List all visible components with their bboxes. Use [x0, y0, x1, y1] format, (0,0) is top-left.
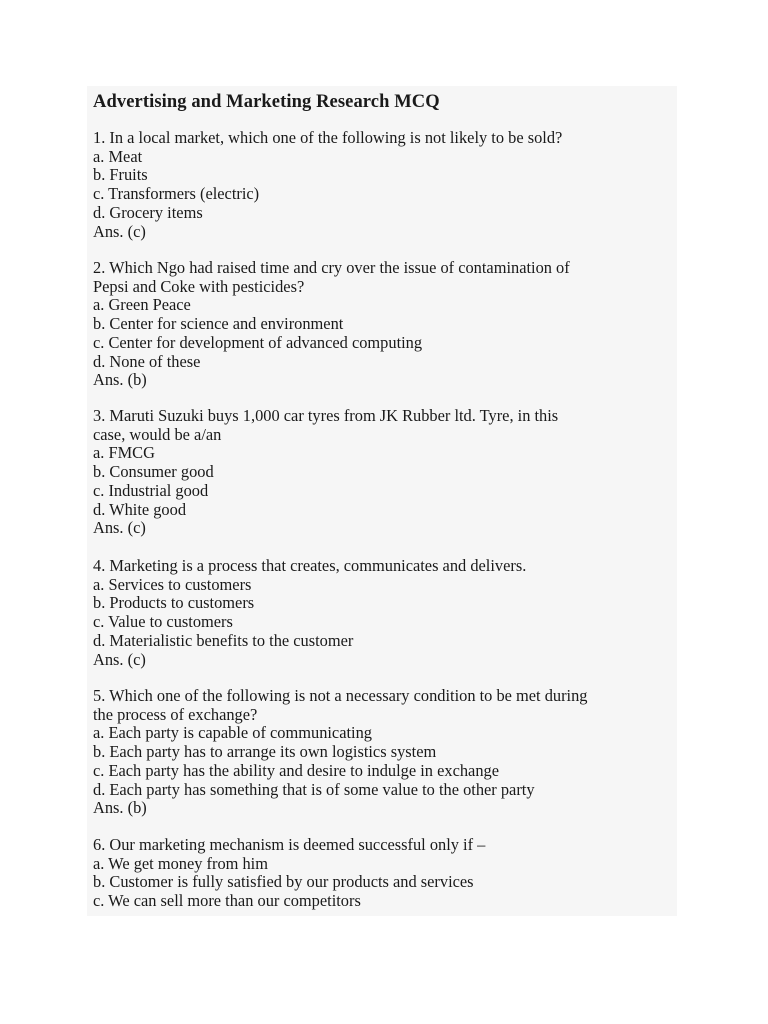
- option-b: b. Fruits: [93, 165, 148, 185]
- option-b: b. Consumer good: [93, 462, 214, 482]
- question-text-continued: case, would be a/an: [93, 424, 222, 444]
- document-title: Advertising and Marketing Research MCQ: [93, 92, 440, 112]
- question-text: 2. Which Ngo had raised time and cry over the issue of contamination of: [93, 258, 570, 277]
- option-c: c. Value to customers: [93, 612, 233, 632]
- answer-text: Ans. (c): [93, 649, 146, 669]
- option-d: d. None of these: [93, 351, 201, 371]
- option-c: c. Industrial good: [93, 480, 209, 500]
- option-a: a. Services to customers: [93, 574, 252, 594]
- answer-text: Ans. (c): [93, 518, 146, 538]
- option-d: d. Each party has something that is of some value to the other party: [93, 779, 535, 799]
- option-b: b. Each party has to arrange its own logistics system: [93, 742, 437, 762]
- option-a: a. Green Peace: [93, 295, 191, 315]
- question-text: 5. Which one of the following is not a necessary condition to be met during: [93, 686, 588, 705]
- option-a: a. We get money from him: [93, 853, 268, 873]
- option-c: c. Center for development of advanced computing: [93, 332, 423, 352]
- question-block-3: [93, 407, 673, 538]
- option-c: c. Each party has the ability and desire to indulge in exchange: [93, 760, 499, 780]
- option-c: c. We can sell more than our competitors: [93, 891, 361, 911]
- option-d: d. Materialistic benefits to the customer: [93, 630, 354, 650]
- question-block-4: [93, 557, 673, 669]
- option-b: b. Customer is fully satisfied by our products and services: [93, 872, 474, 892]
- answer-text: Ans. (b): [93, 370, 147, 390]
- question-block-6: [93, 836, 673, 911]
- question-text: 1. In a local market, which one of the following is not likely to be sold?: [93, 128, 563, 147]
- option-a: a. FMCG: [93, 443, 155, 463]
- question-text-continued: Pepsi and Coke with pesticides?: [93, 276, 305, 296]
- question-text: 4. Marketing is a process that creates, communicates and delivers.: [93, 556, 527, 575]
- answer-text: Ans. (c): [93, 221, 146, 241]
- option-b: b. Center for science and environment: [93, 314, 344, 334]
- option-a: a. Each party is capable of communicating: [93, 723, 372, 743]
- question-text: 6. Our marketing mechanism is deemed successful only if –: [93, 835, 486, 854]
- answer-text: Ans. (b): [93, 798, 147, 818]
- option-d: d. White good: [93, 499, 187, 519]
- question-block-5: [93, 687, 673, 818]
- option-b: b. Products to customers: [93, 593, 255, 613]
- question-text: 3. Maruti Suzuki buys 1,000 car tyres from JK Rubber ltd. Tyre, in this: [93, 406, 559, 425]
- question-text-continued: the process of exchange?: [93, 704, 258, 724]
- option-a: a. Meat: [93, 146, 143, 166]
- option-c: c. Transformers (electric): [93, 184, 260, 204]
- question-block-2: [93, 259, 673, 390]
- option-d: d. Grocery items: [93, 202, 203, 222]
- question-block-1: [93, 129, 673, 241]
